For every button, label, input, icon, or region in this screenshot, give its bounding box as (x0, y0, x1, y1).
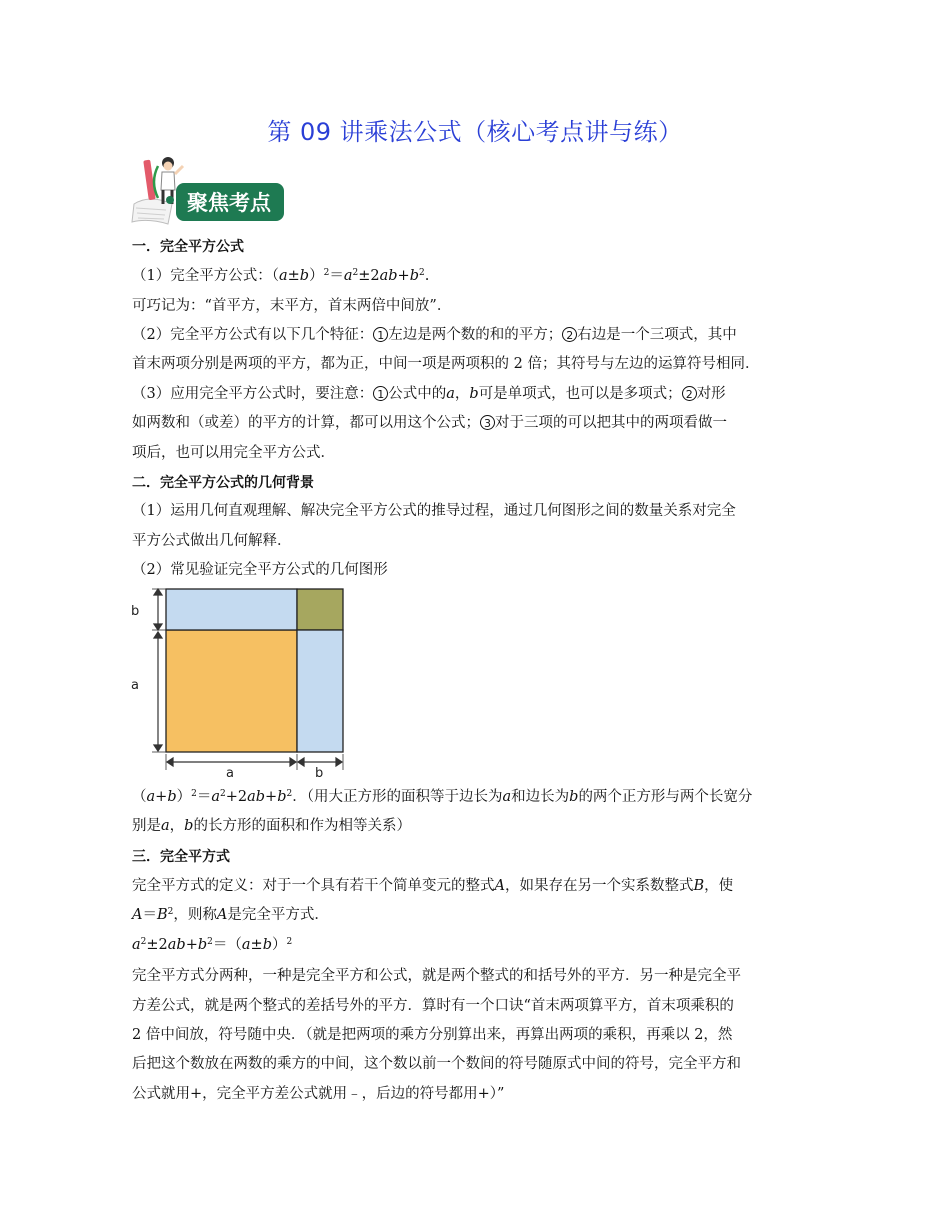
rect-right-a-by-b (297, 630, 343, 752)
geometry-line-2: 平方公式做出几何解释． (132, 533, 292, 549)
big-square-a (166, 630, 297, 752)
types-line-4: 后把这个数放在两数的乘方的中间，这个数以前一个数间的符号随原式中间的符号，完全平方和 (132, 1056, 741, 1072)
circle-2-icon: 2 (562, 327, 577, 342)
label-b-side: b (131, 604, 140, 619)
circle-1-icon: 1 (373, 327, 388, 342)
note-line-2: 如两数和（或差）的平方的计算，都可以用这个公式； 3 对于三项的可以把其中的两项看做一 (132, 415, 727, 431)
rect-top-b-by-a (166, 589, 297, 630)
circle-1-icon: 1 (373, 386, 388, 401)
geometry-line-1: （1）运用几何直观理解、解决完全平方公式的推导过程，通过几何图形之间的数量关系对完全 (132, 503, 736, 519)
formula-line-2: $a^2\pm 2ab+b^2=(a\pm b)^2$ (132, 937, 293, 953)
figure-caption-1: $(a+b)^2=a^2+2ab+b^2$．（用大正方形的面积等于边长为a和边长为b的两个正方形与两个长宽分 (132, 789, 753, 805)
label-a-side: a (131, 678, 139, 693)
formula-line: （1）完全平方公式：$(a\pm b)^2=a^2\pm 2ab+b^2$. (132, 268, 430, 284)
types-line-2: 方差公式，就是两个整式的差括号外的平方．算时有一个口诀“首末两项算平方，首末项乘积的 (132, 998, 734, 1014)
label-b-bottom: b (315, 766, 324, 780)
student-figure-icon (132, 157, 183, 224)
label-a-bottom: a (226, 766, 234, 780)
square-diagram (126, 584, 356, 780)
types-line-3: 2 倍中间放，符号随中央．（就是把两项的乘方分别算出来，再算出两项的乘积，再乘以 2，然 (132, 1027, 733, 1043)
circle-3-icon: 3 (480, 415, 495, 430)
badge-text: 聚焦考点 (187, 191, 271, 215)
circle-2-icon: 2 (682, 386, 697, 401)
feature-line-2: 首末两项分别是两项的平方，都为正，中间一项是两项积的 2 倍；其符号与左边的运算符号相同． (132, 356, 760, 372)
note-line-1: （3）应用完全平方公式时，要注意： 1 公式中的a，b可是单项式，也可以是多项式； 2 对形 (132, 386, 726, 402)
note-line-3: 项后，也可以用完全平方公式． (132, 445, 335, 461)
section-1-heading: 一．完全平方公式 (132, 239, 244, 255)
definition-line-2: $A=B^2$，则称A是完全平方式． (132, 907, 329, 923)
feature-line-1: （2）完全平方公式有以下几个特征： 1 左边是两个数的和的平方； 2 右边是一个三项式，其中 (132, 327, 737, 343)
focus-badge (128, 152, 286, 230)
geometry-line-3: （2）常见验证完全平方公式的几何图形 (132, 562, 388, 578)
figure-caption-2: 别是a，b的长方形的面积和作为相等关系） (132, 818, 411, 834)
section-3-heading: 三．完全平方式 (132, 849, 230, 865)
small-square-b (297, 589, 343, 630)
definition-line-1: 完全平方式的定义：对于一个具有若干个简单变元的整式A，如果存在另一个实系数整式B，使 (132, 878, 734, 894)
page-title: 第 09 讲乘法公式（核心考点讲与练） (267, 118, 683, 146)
types-line-1: 完全平方式分两种，一种是完全平方和公式，就是两个整式的和括号外的平方．另一种是完全平 (132, 968, 741, 984)
types-line-5: 公式就用+，完全平方差公式就用﹣，后边的符号都用+）” (132, 1086, 505, 1102)
section-2-heading: 二．完全平方公式的几何背景 (132, 475, 314, 491)
mnemonic-line: 可巧记为：“首平方，末平方，首末两倍中间放”． (132, 298, 452, 314)
